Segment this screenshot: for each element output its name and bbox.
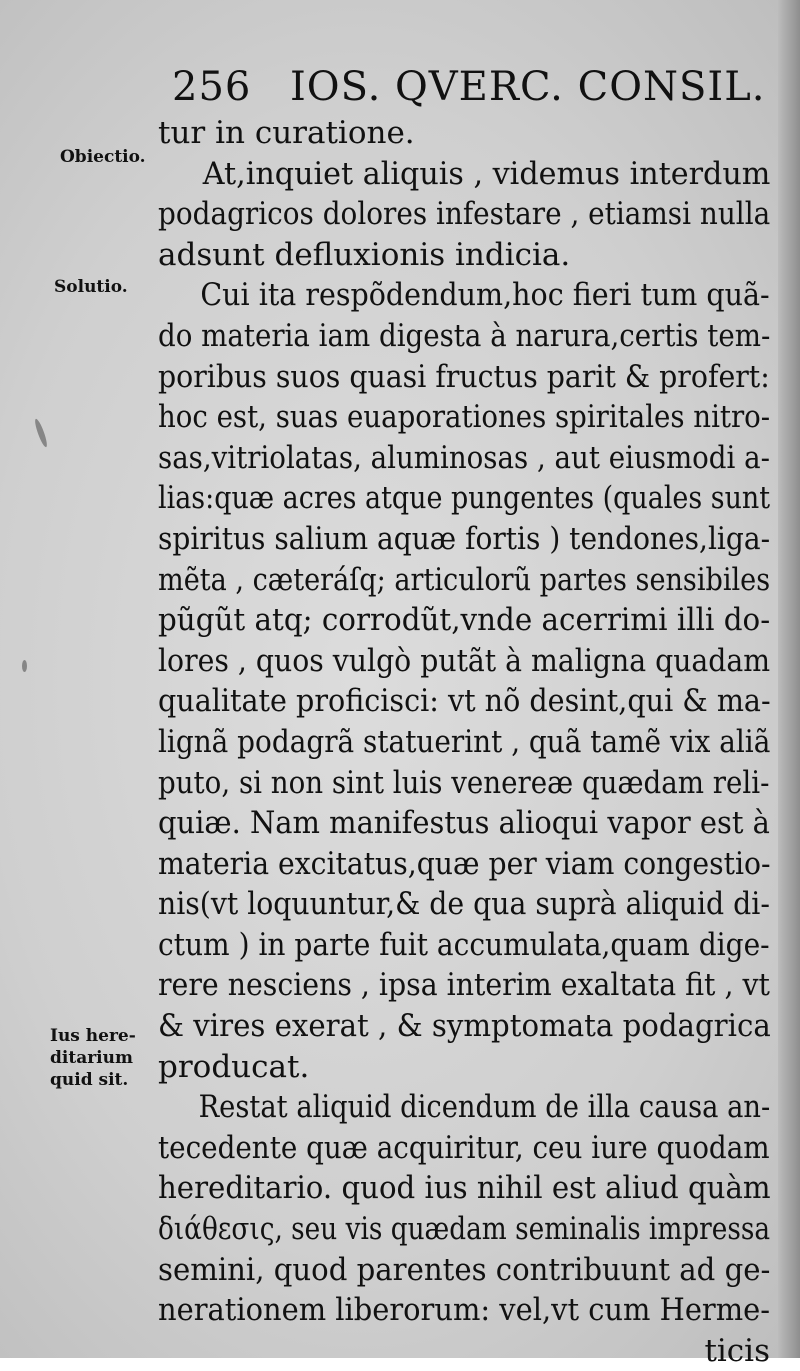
- text-line: adsunt defluxionis indicia.: [158, 236, 571, 273]
- text-line: puto, si non sint luis venereæ quædam reli-: [158, 764, 770, 801]
- text-line: hoc est, suas euaporationes spiritales nitro-: [158, 399, 771, 436]
- text-line: ctum ) in parte fuit accumulata,quam dige-: [158, 926, 770, 963]
- text-line: qualitate proficisci: vt nõ desint,qui & ma-: [158, 683, 771, 720]
- body-text: [158, 113, 770, 1371]
- text-line: lores , quos vulgò putãt à maligna quadam: [158, 642, 771, 679]
- running-title: IOS. QVERC. CONSIL.: [290, 64, 766, 110]
- page-number: 256: [172, 64, 252, 110]
- catchword: ticis: [704, 1332, 770, 1369]
- text-line: semini, quod parentes contribuunt ad ge-: [158, 1251, 771, 1288]
- text-line: producat.: [158, 1048, 310, 1085]
- text-line: podagricos dolores infestare , etiamsi nulla: [158, 196, 771, 233]
- text-line: & vires exerat , & symptomata podagrica: [158, 1008, 771, 1045]
- text-line: nerationem liberorum: vel,vt cum Herme-: [158, 1292, 770, 1329]
- ink-mark: [22, 660, 27, 672]
- page-edge-shadow: [778, 0, 800, 1358]
- text-line: Cui ita respõdendum,hoc fieri tum quã-: [200, 277, 770, 314]
- text-line: διάθεσις, seu vis quædam seminalis impressa: [158, 1211, 771, 1248]
- side-note-ius-hereditarium: [50, 1025, 136, 1091]
- text-line: sas,vitriolatas, aluminosas , aut eiusmodi a-: [158, 439, 770, 476]
- text-line: materia excitatus,quæ per viam congestio-: [158, 845, 771, 882]
- text-line: lias:quæ acres atque pungentes (quales sunt: [158, 480, 771, 517]
- text-line: rere nesciens , ipsa interim exaltata fit , vt: [158, 967, 770, 1004]
- text-line: tur in curatione.: [158, 115, 415, 151]
- text-line: pũgũt atq; corrodũt,vnde acerrimi illi do-: [158, 602, 771, 639]
- text-line: At,inquiet aliquis , videmus interdum: [202, 155, 771, 192]
- side-note-obiectio: Obiectio.: [60, 147, 146, 167]
- text-line: Restat aliquid dicendum de illa causa an-: [198, 1089, 771, 1126]
- text-line: tecedente quæ acquiritur, ceu iure quodam: [158, 1129, 770, 1166]
- text-line: quiæ. Nam manifestus alioqui vapor est à: [158, 805, 770, 842]
- side-note-solutio: Solutio.: [54, 277, 128, 297]
- text-line: do materia iam digesta à narura,certis tem-: [158, 317, 771, 354]
- text-line: hereditario. quod ius nihil est aliud quàm: [158, 1170, 771, 1207]
- side-note-line: quid sit.: [50, 1070, 129, 1090]
- side-note-line: Ius here-: [50, 1026, 136, 1046]
- running-head: [172, 62, 766, 112]
- text-line: mẽta , cæteráſq; articulorũ partes sensibiles: [158, 561, 771, 598]
- text-line: nis(vt loquuntur,& de qua suprà aliquid di-: [158, 886, 770, 923]
- side-note-line: ditarium: [50, 1048, 133, 1068]
- ink-mark: [33, 418, 49, 448]
- text-line: spiritus salium aquæ fortis ) tendones,liga-: [158, 520, 771, 557]
- text-line: lignã podagrã statuerint , quã tamẽ vix aliã: [158, 723, 771, 760]
- text-line: poribus suos quasi fructus parit & profert:: [158, 358, 770, 395]
